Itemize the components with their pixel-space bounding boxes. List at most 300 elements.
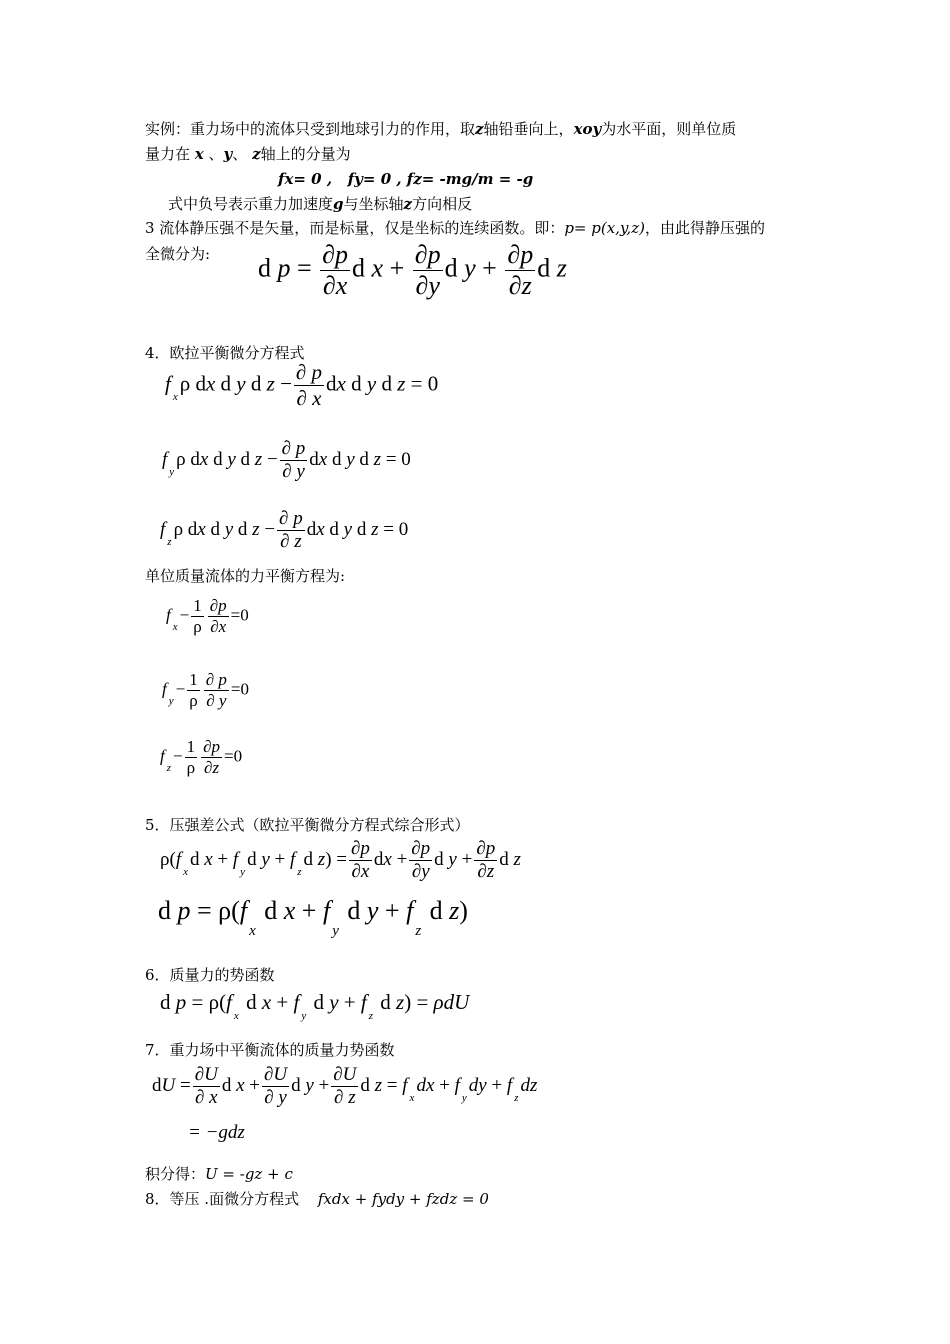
- partial: ∂: [477, 861, 487, 882]
- pressure-diff-eq-2: [158, 896, 468, 940]
- eq: =: [179, 1074, 191, 1096]
- intro-text-c: 为水平面，则单位质: [601, 120, 737, 138]
- partial: ∂: [350, 838, 361, 859]
- x: x: [199, 448, 209, 470]
- d: d: [373, 848, 384, 870]
- partial: ∂: [194, 1087, 205, 1108]
- eq: =: [224, 746, 234, 766]
- fraction-dp-dx: [208, 596, 229, 637]
- f: f: [406, 896, 414, 925]
- U: U: [273, 1064, 288, 1085]
- d: d: [313, 990, 324, 1014]
- f: f: [226, 990, 232, 1014]
- sub-y: y: [332, 923, 339, 939]
- sec4-title: 4．欧拉平衡微分方程式: [145, 344, 305, 362]
- fraction-dp-dz: [201, 737, 222, 778]
- note-text-c: 方向相反: [412, 195, 473, 213]
- sec3-p-function: p= p(x,y,z): [564, 219, 645, 237]
- d: d: [220, 371, 232, 396]
- sub-x: x: [172, 391, 178, 404]
- partial: ∂: [507, 240, 521, 269]
- note-text-b: 与坐标轴: [343, 195, 404, 213]
- partial: ∂: [508, 271, 522, 300]
- partial: ∂: [415, 271, 429, 300]
- d: d: [291, 1074, 301, 1096]
- partial: ∂: [333, 1064, 343, 1085]
- d: d: [306, 518, 317, 540]
- sec3-line-1: [145, 217, 765, 239]
- d: d: [190, 448, 200, 470]
- x: x: [197, 518, 206, 540]
- dy: dy: [468, 1074, 487, 1096]
- partial: ∂: [203, 737, 212, 756]
- plus: +: [318, 1074, 330, 1096]
- intro-text-d: 量力在: [145, 145, 191, 163]
- d: d: [160, 990, 171, 1014]
- integral-value: U = -gz + c: [205, 1165, 293, 1183]
- eq: =: [197, 896, 212, 925]
- rho: ρ: [176, 448, 186, 470]
- zero: 0: [427, 371, 439, 396]
- y: y: [366, 371, 377, 396]
- partial: ∂: [322, 240, 336, 269]
- note-text-a: 式中负号表示重力加速度: [168, 195, 334, 213]
- intro-text: 实例：重力场中的流体只受到地球引力的作用，取: [145, 120, 476, 138]
- sec3-text-b: ，由此得静压强的: [644, 219, 765, 237]
- partial: ∂: [263, 1064, 274, 1085]
- zero: 0: [233, 746, 243, 766]
- plus: +: [276, 990, 289, 1014]
- p: p: [427, 240, 441, 269]
- d: d: [381, 371, 392, 396]
- f: f: [402, 1074, 408, 1096]
- partial: ∂: [204, 758, 213, 777]
- zero: 0: [240, 605, 249, 625]
- f: f: [360, 990, 367, 1014]
- z: z: [374, 1074, 383, 1096]
- note-g: g: [333, 195, 344, 213]
- lparen: (: [219, 990, 227, 1014]
- fraction-1-rho: [185, 737, 198, 778]
- y: y: [296, 461, 305, 482]
- eq: =: [336, 848, 347, 870]
- potential-fn-eq: [160, 990, 469, 1022]
- sec7-title: 7．重力场中平衡流体的质量力势函数: [145, 1041, 395, 1059]
- lparen: (: [169, 848, 176, 870]
- sub-y: y: [301, 1010, 307, 1022]
- rho: ρ: [186, 758, 196, 777]
- x: x: [205, 371, 216, 396]
- partial: ∂: [194, 1064, 205, 1085]
- plus: +: [482, 253, 497, 283]
- intro-z: z: [475, 120, 484, 138]
- unit-eq-y: [162, 670, 249, 711]
- sub-x: x: [233, 1010, 239, 1022]
- d: d: [195, 371, 206, 396]
- d: d: [351, 371, 362, 396]
- eq: =: [386, 1074, 398, 1096]
- U: U: [342, 1064, 357, 1085]
- f: f: [160, 746, 165, 766]
- d: d: [240, 448, 251, 470]
- x: x: [316, 518, 325, 540]
- sub-x: x: [249, 923, 256, 939]
- zero: 0: [240, 679, 249, 699]
- f: f: [160, 518, 166, 540]
- f: f: [166, 605, 171, 625]
- f: f: [162, 679, 167, 699]
- fraction-dp-dy: [409, 838, 432, 883]
- lparen: (: [231, 896, 240, 925]
- U: U: [161, 1074, 176, 1096]
- z: z: [317, 848, 326, 870]
- minus: −: [264, 518, 276, 540]
- intro-y: y: [223, 145, 233, 163]
- euler-eq-x: [165, 360, 438, 411]
- dz: dz: [520, 1074, 538, 1096]
- y: y: [421, 861, 430, 882]
- y: y: [448, 848, 457, 870]
- partial: ∂: [209, 596, 219, 615]
- partial: ∂: [334, 1087, 344, 1108]
- z: z: [348, 1087, 356, 1108]
- p: p: [295, 438, 306, 459]
- sub-x: x: [172, 621, 178, 634]
- z: z: [449, 896, 460, 925]
- x: x: [218, 617, 227, 636]
- fraction-dU-dz: [331, 1064, 358, 1109]
- gravity-potential-eq: [152, 1064, 537, 1109]
- eq: =: [230, 605, 241, 625]
- minus: −: [280, 371, 292, 396]
- partial: ∂: [476, 838, 486, 859]
- fraction-dp-dz: [474, 838, 497, 883]
- fraction-dU-dx: [193, 1064, 220, 1109]
- d: d: [258, 253, 271, 283]
- intro-x: x: [194, 145, 204, 163]
- y: y: [343, 518, 353, 540]
- rparen: ): [404, 990, 412, 1014]
- f: f: [239, 896, 248, 925]
- z: z: [486, 861, 495, 882]
- fraction-dp-dy: [413, 240, 443, 301]
- sub-y: y: [169, 465, 175, 478]
- eq: =: [383, 518, 394, 540]
- z: z: [212, 758, 220, 777]
- sec8-title: 8．等压 .面微分方程式: [145, 1190, 300, 1208]
- rho: ρ: [173, 518, 184, 540]
- d: d: [237, 518, 248, 540]
- rparen: ): [325, 848, 332, 870]
- f: f: [322, 896, 331, 925]
- z: z: [521, 271, 532, 300]
- sec5-title: 5．压强差公式（欧拉平衡微分方程式综合形式）: [145, 816, 470, 834]
- eq: =: [297, 253, 312, 283]
- partial: ∂: [264, 1087, 274, 1108]
- fraction-dp-dx: [294, 360, 324, 411]
- y: y: [366, 896, 379, 925]
- plus: +: [396, 848, 408, 870]
- d: d: [264, 896, 278, 925]
- d: d: [187, 518, 198, 540]
- y: y: [261, 848, 270, 870]
- x: x: [236, 1074, 245, 1096]
- sec3-text: 3 流体静压强不是矢量，而是标量，仅是坐标的连续函数。即：: [145, 219, 565, 237]
- total-differential-equation: [258, 240, 567, 301]
- d: d: [331, 448, 342, 470]
- rho: ρ: [179, 371, 191, 396]
- y: y: [224, 518, 234, 540]
- partial: ∂: [411, 838, 421, 859]
- minus: −: [175, 679, 186, 699]
- d: d: [434, 848, 444, 870]
- sub-z: z: [415, 923, 422, 939]
- fraction-dU-dy: [262, 1064, 289, 1109]
- d: d: [499, 848, 509, 870]
- sub-x: x: [183, 865, 188, 878]
- rho: ρ: [189, 691, 198, 710]
- partial: ∂: [351, 861, 361, 882]
- d: d: [347, 896, 361, 925]
- f: f: [506, 1074, 513, 1096]
- fraction-1-rho: [187, 670, 200, 711]
- one: 1: [186, 737, 196, 756]
- f: f: [175, 848, 182, 870]
- d: d: [329, 518, 339, 540]
- eq: =: [385, 448, 397, 470]
- eq: =: [416, 990, 429, 1014]
- p: p: [177, 896, 191, 925]
- f: f: [162, 448, 168, 470]
- intro-z-2: z: [252, 145, 261, 163]
- gravity-potential-result: = −gdz: [188, 1122, 245, 1143]
- intro-line-1: [145, 118, 736, 140]
- d: d: [158, 896, 171, 925]
- integral-label: 积分得：: [145, 1165, 206, 1183]
- x: x: [383, 848, 392, 870]
- plus: +: [249, 1074, 260, 1096]
- p: p: [211, 737, 221, 756]
- p: p: [485, 838, 496, 859]
- d: d: [444, 253, 458, 283]
- p: p: [311, 360, 323, 384]
- eq: =: [230, 679, 241, 699]
- fraction-dp-dy: [280, 438, 308, 483]
- U: U: [204, 1064, 218, 1085]
- f: f: [232, 848, 239, 870]
- z: z: [254, 448, 263, 470]
- plus: +: [301, 896, 317, 925]
- f: f: [165, 371, 171, 396]
- sub-z: z: [368, 1010, 374, 1022]
- zero: 0: [398, 518, 409, 540]
- zero: 0: [401, 448, 411, 470]
- partial: ∂: [205, 670, 215, 689]
- d: d: [303, 848, 314, 870]
- fraction-dp-dz: [505, 240, 535, 301]
- p: p: [218, 596, 227, 615]
- one: 1: [193, 596, 202, 615]
- sub-x: x: [409, 1091, 415, 1104]
- d: d: [429, 896, 443, 925]
- partial: ∂: [282, 461, 292, 482]
- f: f: [293, 990, 300, 1014]
- one: 1: [189, 670, 198, 689]
- y: y: [428, 271, 440, 300]
- partial: ∂: [411, 861, 422, 882]
- y: y: [218, 691, 227, 710]
- z: z: [266, 371, 275, 396]
- x: x: [335, 271, 348, 300]
- d: d: [210, 518, 220, 540]
- dx: dx: [416, 1074, 435, 1096]
- pressure-diff-eq-1: [160, 838, 521, 883]
- d: d: [250, 371, 262, 396]
- intro-components: fx= 0 , fy= 0 , fz= -mg/m = -g: [278, 170, 534, 188]
- minus: −: [173, 746, 183, 766]
- d: d: [537, 253, 551, 283]
- d: d: [360, 1074, 370, 1096]
- intro-note: [168, 193, 472, 215]
- fraction-dp-dx: [320, 240, 350, 301]
- sub-z: z: [297, 865, 302, 878]
- d: d: [247, 848, 257, 870]
- z: z: [294, 531, 302, 552]
- plus: +: [461, 848, 473, 870]
- z: z: [252, 518, 260, 540]
- note-z: z: [403, 195, 413, 213]
- fraction-dp-dx: [349, 838, 372, 883]
- eq: =: [191, 990, 204, 1014]
- x: x: [209, 1087, 218, 1108]
- x: x: [283, 896, 296, 925]
- minus: −: [179, 605, 190, 625]
- partial: ∂: [280, 531, 290, 552]
- fraction-dp-dz: [277, 508, 305, 553]
- rho: ρ: [218, 896, 232, 925]
- partial: ∂: [322, 271, 336, 300]
- z: z: [373, 448, 382, 470]
- d: d: [152, 1074, 162, 1096]
- rparen: ): [459, 896, 468, 925]
- d: d: [352, 253, 366, 283]
- rho: ρ: [208, 990, 220, 1014]
- fraction-1-rho: [191, 596, 204, 637]
- d: d: [356, 518, 367, 540]
- p: p: [420, 838, 431, 859]
- x: x: [204, 848, 213, 870]
- intro-text-e: 轴上的分量为: [260, 145, 351, 163]
- partial: ∂: [414, 240, 428, 269]
- plus: +: [439, 1074, 450, 1096]
- intro-xoy: xoy: [573, 120, 602, 138]
- sub-y: y: [461, 1091, 467, 1104]
- plus: +: [491, 1074, 503, 1096]
- y: y: [464, 253, 476, 283]
- intro-text-b: 轴铅垂向上，: [483, 120, 574, 138]
- partial: ∂: [296, 386, 307, 410]
- partial: ∂: [295, 360, 307, 384]
- sub-z: z: [514, 1091, 519, 1104]
- eq: =: [410, 371, 423, 396]
- euler-eq-z: [160, 508, 408, 553]
- p: p: [360, 838, 370, 859]
- y: y: [305, 1074, 314, 1096]
- y: y: [346, 448, 355, 470]
- p: p: [277, 253, 291, 283]
- plus: +: [389, 253, 405, 283]
- x: x: [336, 371, 346, 396]
- z: z: [371, 518, 379, 540]
- fraction-dp-dy: [204, 670, 229, 711]
- minus: −: [266, 448, 278, 470]
- d: d: [221, 1074, 232, 1096]
- rho: ρ: [160, 848, 170, 870]
- intro-sep-1: 、: [208, 145, 224, 163]
- d: d: [246, 990, 257, 1014]
- x: x: [318, 448, 328, 470]
- x: x: [312, 386, 322, 410]
- intro-sep-2: 、: [232, 145, 248, 163]
- integral-line: [145, 1163, 293, 1185]
- partial: ∂: [279, 508, 289, 529]
- unit-eq-z: [160, 737, 242, 778]
- sub-z: z: [166, 762, 172, 775]
- p: p: [335, 240, 349, 269]
- euler-eq-y: [162, 438, 411, 483]
- intro-line-2: [145, 143, 351, 165]
- d: d: [189, 848, 200, 870]
- p: p: [175, 990, 187, 1014]
- x: x: [261, 990, 272, 1014]
- sec6-title: 6．质量力的势函数: [145, 966, 275, 984]
- z: z: [396, 990, 405, 1014]
- y: y: [236, 371, 246, 396]
- f: f: [289, 848, 296, 870]
- z: z: [513, 848, 521, 870]
- partial: ∂: [206, 691, 215, 710]
- p: p: [293, 508, 303, 529]
- z: z: [397, 371, 406, 396]
- d: d: [326, 371, 337, 396]
- p: p: [520, 240, 534, 269]
- plus: +: [384, 896, 400, 925]
- p: p: [218, 670, 227, 689]
- y: y: [278, 1087, 287, 1108]
- z: z: [556, 253, 567, 283]
- rho: ρ: [193, 617, 202, 636]
- unit-mass-title: 单位质量流体的力平衡方程为:: [145, 567, 346, 585]
- plus: +: [217, 848, 229, 870]
- x: x: [371, 253, 384, 283]
- d: d: [309, 448, 319, 470]
- d: d: [380, 990, 391, 1014]
- partial: ∂: [281, 438, 292, 459]
- sec8-equation: fxdx + fydy + fzdz = 0: [317, 1190, 489, 1208]
- unit-eq-x: [166, 596, 249, 637]
- x: x: [360, 861, 370, 882]
- y: y: [227, 448, 236, 470]
- plus: +: [274, 848, 286, 870]
- sub-y: y: [240, 865, 246, 878]
- d: d: [359, 448, 369, 470]
- partial: ∂: [210, 617, 219, 636]
- y: y: [329, 990, 339, 1014]
- d: d: [213, 448, 223, 470]
- sub-z: z: [167, 535, 172, 548]
- rho-dU: ρdU: [433, 990, 470, 1014]
- sec8-line: [145, 1188, 489, 1210]
